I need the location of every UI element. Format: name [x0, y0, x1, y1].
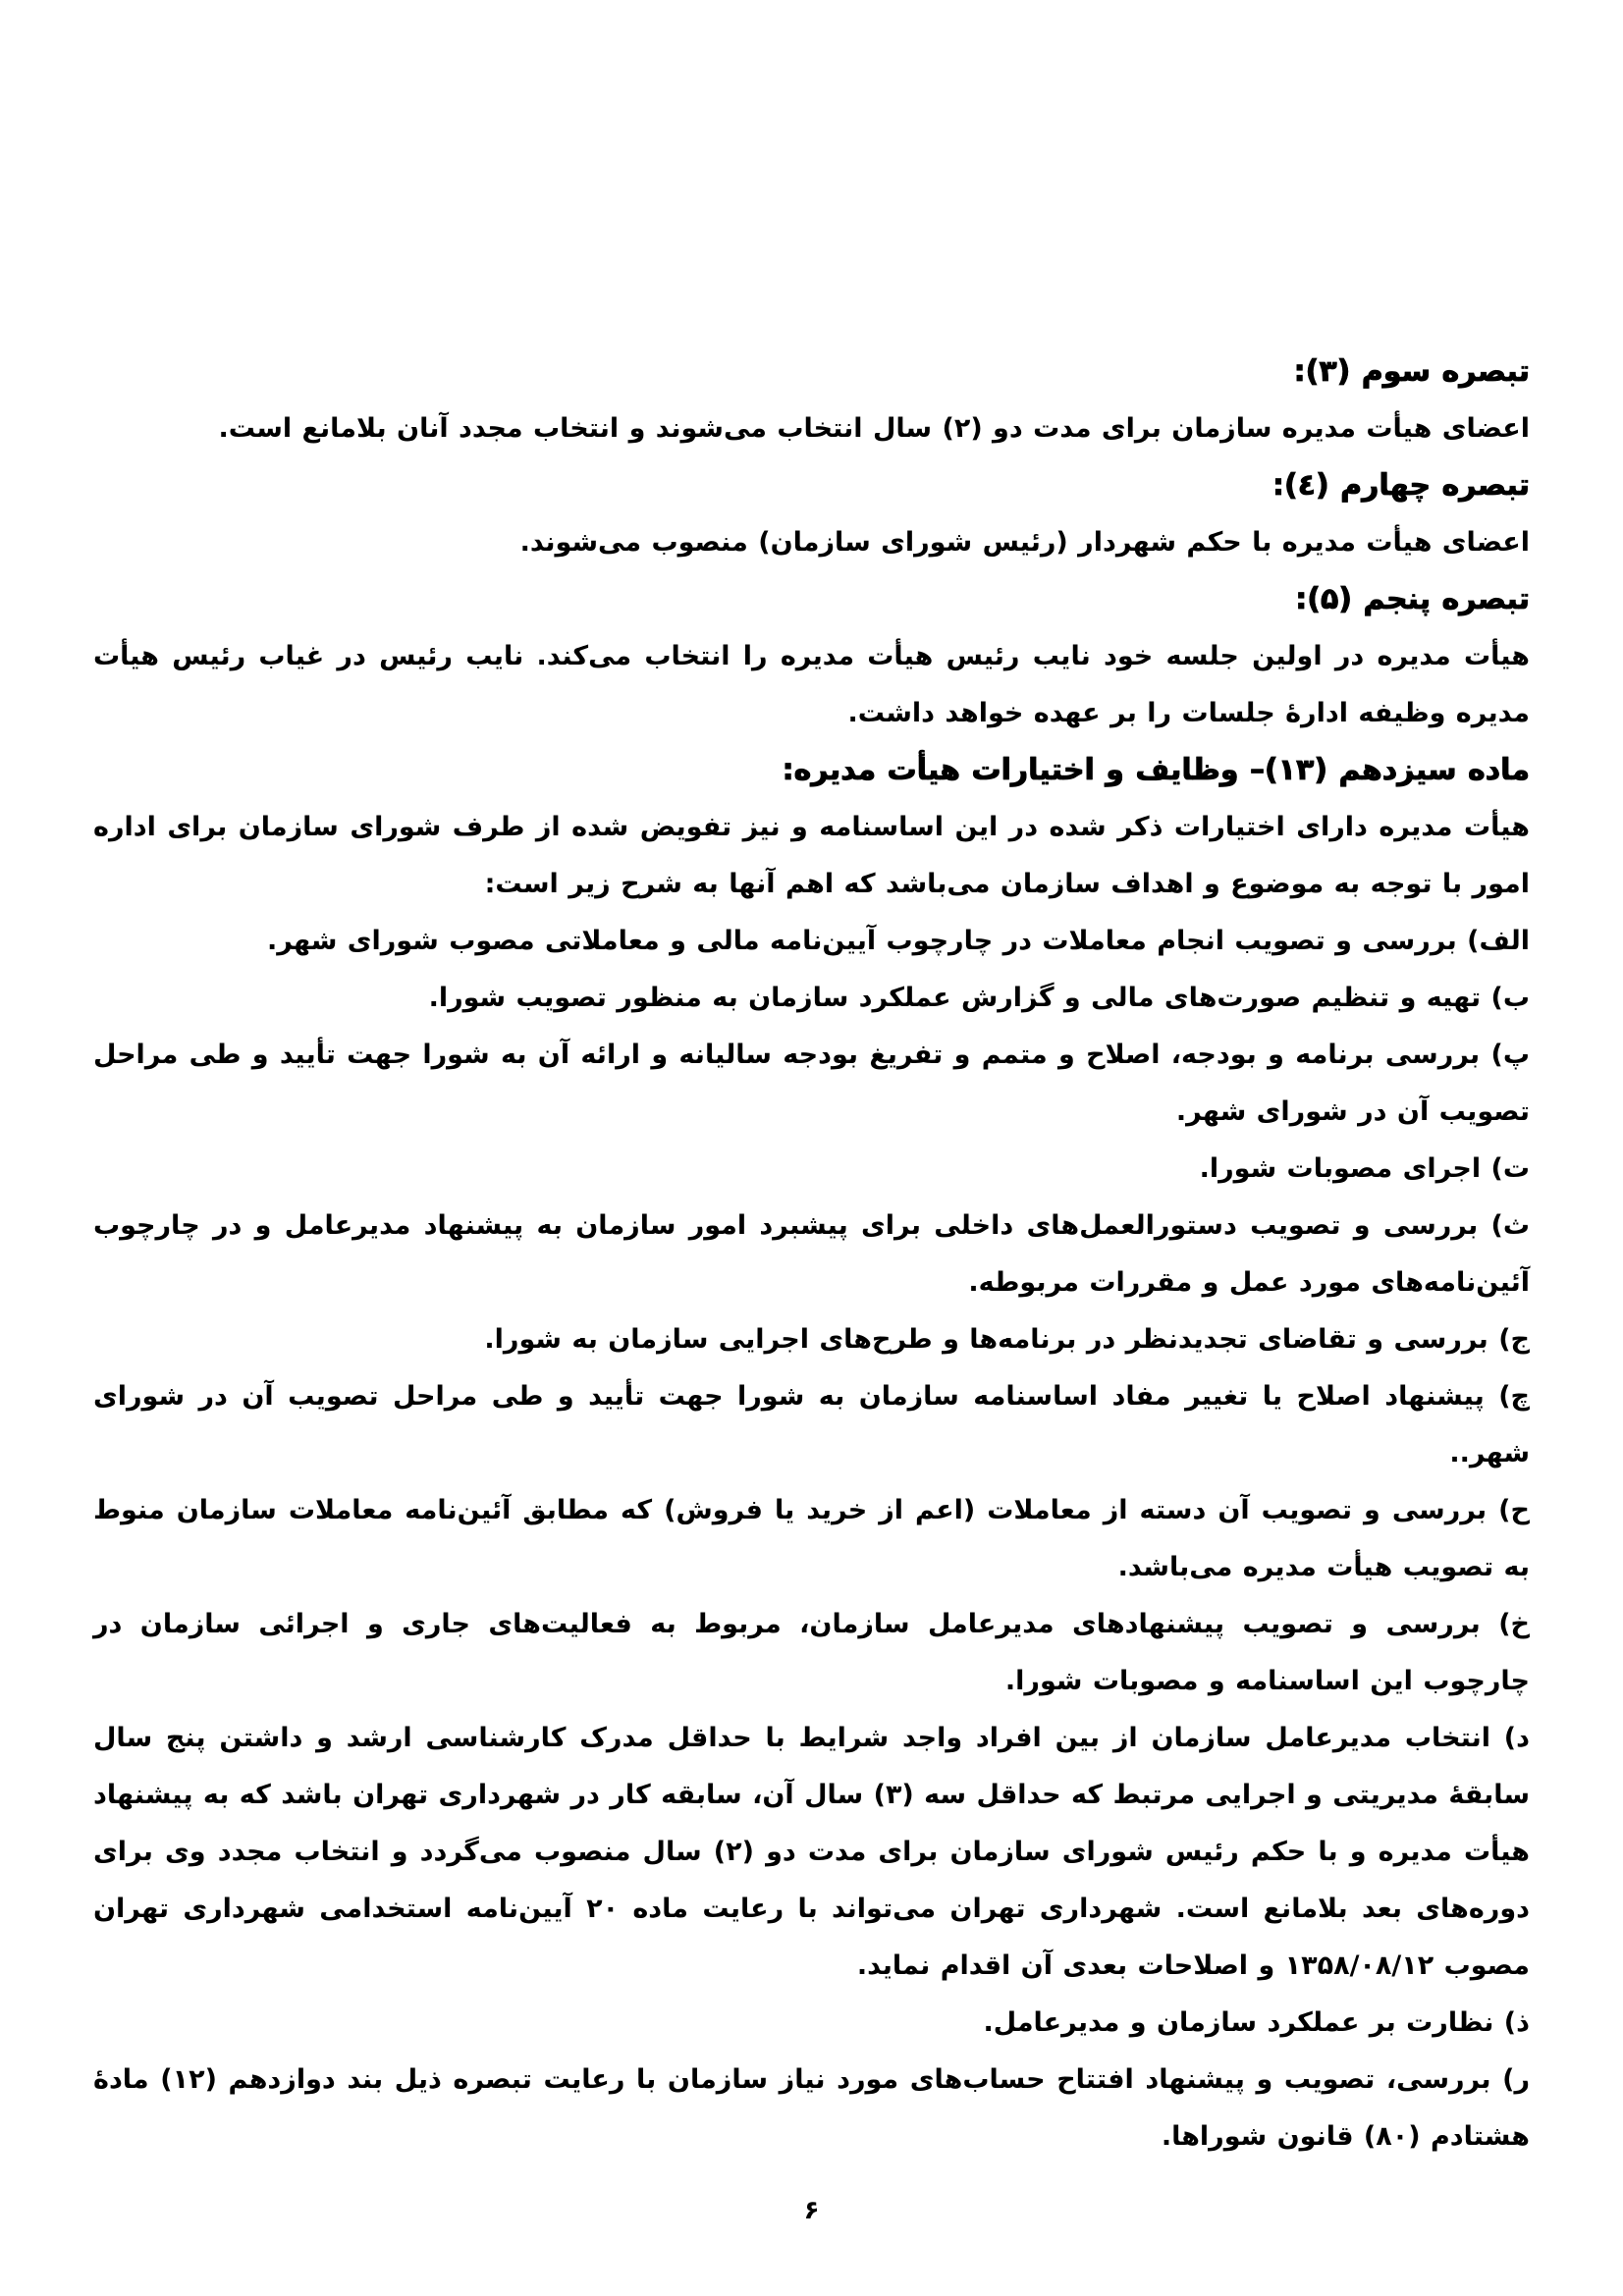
clause-pe: پ) بررسی برنامه و بودجه، اصلاح و متمم و تفریغ بودجه سالیانه و ارائه آن به شورا جهت تأیید و طی مراحل تصویب آن در شورای شهر. [93, 1040, 1530, 1127]
paragraph-tabsereh-4: اعضای هیأت مدیره با حکم شهردار (رئیس شورای سازمان) منصوب می‌شوند. [519, 527, 1530, 558]
page-footer [0, 2196, 1623, 2225]
clause-se: ث) بررسی و تصویب دستورالعمل‌های داخلی برای پیشبرد امور سازمان به پیشنهاد مدیرعامل و در چارچوب آئین‌نامه‌های مورد عمل و مقررات مربوطه. [93, 1210, 1530, 1298]
clause-he: ح) بررسی و تصویب آن دسته از معاملات (اعم از خرید یا فروش) که مطابق آئین‌نامه معاملات سازمان منوط به تصویب هیأت مدیره می‌باشد. [93, 1495, 1530, 1582]
paragraph-tabsereh-5: هیأت مدیره در اولین جلسه خود نایب رئیس هیأت مدیره را انتخاب می‌کند. نایب رئیس در غیاب رئیس هیأت مدیره وظیفه ادارهٔ جلسات را بر عهده خواهد داشت. [93, 641, 1530, 728]
clause-dal: د) انتخاب مدیرعامل سازمان از بین افراد واجد شرایط با حداقل مدرک کارشناسی ارشد و داشتن پنج سال سابقهٔ مدیریتی و اجرایی مرتبط که حداقل سه (۳) سال آن، سابقه کار در شهرداری تهران باشد که به پیشنهاد هیأت مدیره و با حکم رئیس شورای سازمان برای مدت دو (۲) سال منصوب می‌گردد و انتخاب مجدد وی برای دوره‌های بعد بلامانع است. شهرداری تهران می‌تواند با رعایت ماده ۲۰ آیین‌نامه استخدامی شهرداری تهران مصوب ۱۳۵۸/۰۸/۱۲ و اصلاحات بعدی آن اقدام نماید. [92, 1723, 1530, 1981]
clause-che: چ) پیشنهاد اصلاح یا تغییر مفاد اساسنامه سازمان به شورا جهت تأیید و طی مراحل تصویب آن در شورای شهر.. [93, 1381, 1530, 1468]
clause-te: ت) اجرای مصوبات شورا. [1199, 1153, 1530, 1184]
heading-madeh-13: ماده سیزدهم (۱۳)– وظایف و اختیارات هیأت مدیره: [782, 753, 1530, 787]
clause-khe: خ) بررسی و تصویب پیشنهادهای مدیرعامل سازمان، مربوط به فعالیت‌های جاری و اجرائی سازمان در چارچوب این اساسنامه و مصوبات شورا. [93, 1609, 1530, 1696]
clause-alef: الف) بررسی و تصویب انجام معاملات در چارچوب آیین‌نامه مالی و معاملاتی مصوب شورای شهر. [266, 926, 1530, 956]
heading-tabsereh-4: تبصره چهارم (٤): [1271, 468, 1530, 503]
paragraph-madeh-13-intro: هیأت مدیره دارای اختیارات ذکر شده در این اساسنامه و نیز تفویض شده از طرف شورای سازمان برای اداره امور با توجه به موضوع و اهداف سازمان می‌باشد که اهم آنها به شرح زیر است: [93, 812, 1530, 899]
document-content [93, 344, 1530, 2165]
clause-zal: ذ) نظارت بر عملکرد سازمان و مدیرعامل. [983, 2007, 1530, 2038]
clause-re: ر) بررسی، تصویب و پیشنهاد افتتاح حساب‌های مورد نیاز سازمان با رعایت تبصره ذیل بند دوازدهم (۱۲) مادهٔ هشتادم (۸۰) قانون شوراها. [93, 2064, 1530, 2152]
heading-tabsereh-3: تبصره سوم (۳): [1293, 354, 1530, 389]
clause-be: ب) تهیه و تنظیم صورت‌های مالی و گزارش عملکرد سازمان به منظور تصویب شورا. [428, 983, 1530, 1013]
clause-jim: ج) بررسی و تقاضای تجدیدنظر در برنامه‌ها و طرح‌های اجرایی سازمان به شورا. [484, 1324, 1530, 1355]
page-number: ۶ [803, 2196, 820, 2225]
paragraph-tabsereh-3: اعضای هیأت مدیره سازمان برای مدت دو (۲) سال انتخاب می‌شوند و انتخاب مجدد آنان بلامانع است. [218, 413, 1530, 444]
heading-tabsereh-5: تبصره پنجم (۵): [1295, 582, 1530, 616]
